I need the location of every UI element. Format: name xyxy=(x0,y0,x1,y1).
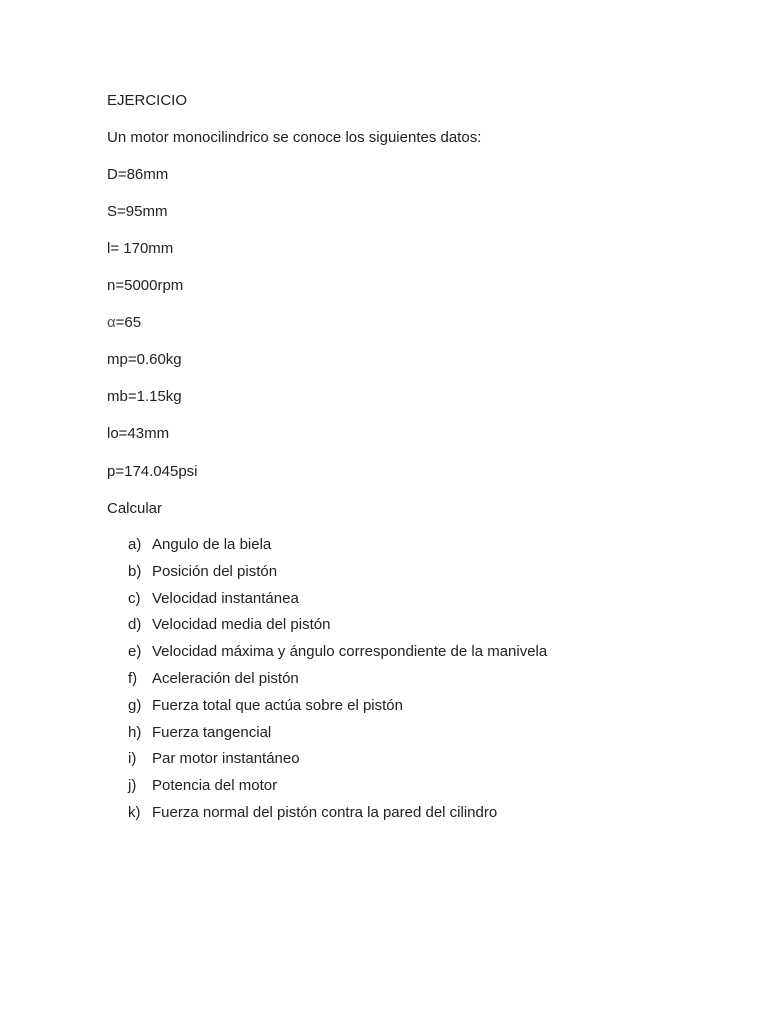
list-item-text: Velocidad máxima y ángulo correspondiente de la manivela xyxy=(152,643,548,661)
data-line-diameter: D=86mm xyxy=(107,166,169,183)
list-marker: d) xyxy=(128,616,142,634)
list-marker: k) xyxy=(128,803,141,821)
list-marker: a) xyxy=(128,536,142,553)
data-line-stroke: S=95mm xyxy=(107,203,168,220)
list-marker: g) xyxy=(128,696,142,714)
alpha-symbol: α xyxy=(107,314,116,331)
data-line-rod-mass: mb=1.15kg xyxy=(107,388,182,405)
list-item-text: Fuerza total que actúa sobre el pistón xyxy=(152,696,403,714)
list-item-text: Potencia del motor xyxy=(152,777,278,795)
list-marker: h) xyxy=(128,723,142,741)
calcular-label: Calcular xyxy=(107,500,163,517)
list-item-text: Velocidad media del pistón xyxy=(152,616,331,634)
data-line-piston-mass: mp=0.60kg xyxy=(107,351,182,368)
list-item-text: Par motor instantáneo xyxy=(152,750,300,768)
document-title: EJERCICIO xyxy=(107,92,188,109)
data-line-speed: n=5000rpm xyxy=(107,277,184,294)
list-item-text: Aceleración del pistón xyxy=(152,669,299,687)
list-item-text: Fuerza normal del pistón contra la pared del cilindro xyxy=(152,803,498,821)
list-marker: f) xyxy=(128,669,138,687)
list-marker: j) xyxy=(128,777,137,795)
data-line-lo: lo=43mm xyxy=(107,425,170,442)
data-line-length: l= 170mm xyxy=(107,240,174,257)
list-item-text: Fuerza tangencial xyxy=(152,723,272,741)
list-marker: c) xyxy=(128,589,141,607)
alpha-value: =65 xyxy=(115,314,142,331)
data-line-alpha xyxy=(107,314,141,332)
list-item-text: Angulo de la biela xyxy=(152,536,272,553)
intro-text: Un motor monocilindrico se conoce los siguientes datos: xyxy=(107,129,482,146)
list-item-text: Posición del pistón xyxy=(152,562,278,580)
list-marker: e) xyxy=(128,643,142,661)
list-marker: b) xyxy=(128,562,142,580)
data-line-pressure: p=174.045psi xyxy=(107,463,198,480)
list-item-text: Velocidad instantánea xyxy=(152,589,299,607)
list-marker: i) xyxy=(128,750,137,768)
